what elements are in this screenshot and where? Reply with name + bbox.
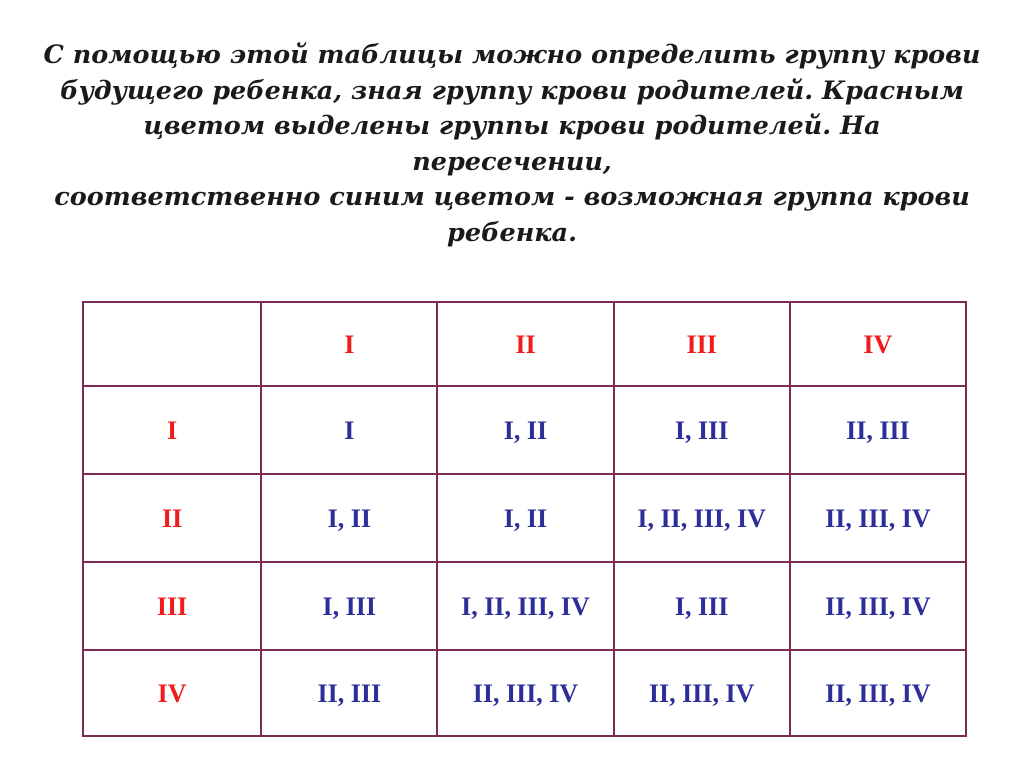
table-row [83, 386, 966, 474]
table-cell: I, II [437, 386, 613, 474]
table-cell: I, III [614, 386, 790, 474]
slide-title: С помощью этой таблицы можно определить группу крови будущего ребенка, зная группу крови родителей. Красным цветом выделены группы крови родителей. На пересечении, соответственно синим цветом - возможная группа крови ребенка. [43, 40, 981, 248]
table-row [83, 562, 966, 650]
table-cell: II, III, IV [437, 650, 613, 736]
corner-cell [83, 302, 261, 386]
table-row [83, 474, 966, 562]
row-header: I [83, 386, 261, 474]
table-row [83, 650, 966, 736]
table-cell: II, III, IV [790, 474, 966, 562]
table-cell: II, III [790, 386, 966, 474]
table-cell: I, II [261, 474, 437, 562]
table-cell: I, III [614, 562, 790, 650]
column-header: II [437, 302, 613, 386]
table-cell: I [261, 386, 437, 474]
table-cell: II, III, IV [790, 650, 966, 736]
column-header: IV [790, 302, 966, 386]
column-header: III [614, 302, 790, 386]
row-header: III [83, 562, 261, 650]
table-cell: I, II, III, IV [614, 474, 790, 562]
table-cell: II, III, IV [614, 650, 790, 736]
table-cell: I, III [261, 562, 437, 650]
column-header: I [261, 302, 437, 386]
table-cell: I, II, III, IV [437, 562, 613, 650]
table-cell: II, III, IV [790, 562, 966, 650]
table-cell: I, II [437, 474, 613, 562]
blood-type-table [82, 301, 967, 737]
row-header: II [83, 474, 261, 562]
row-header: IV [83, 650, 261, 736]
table-cell: II, III [261, 650, 437, 736]
table-header-row [83, 302, 966, 386]
